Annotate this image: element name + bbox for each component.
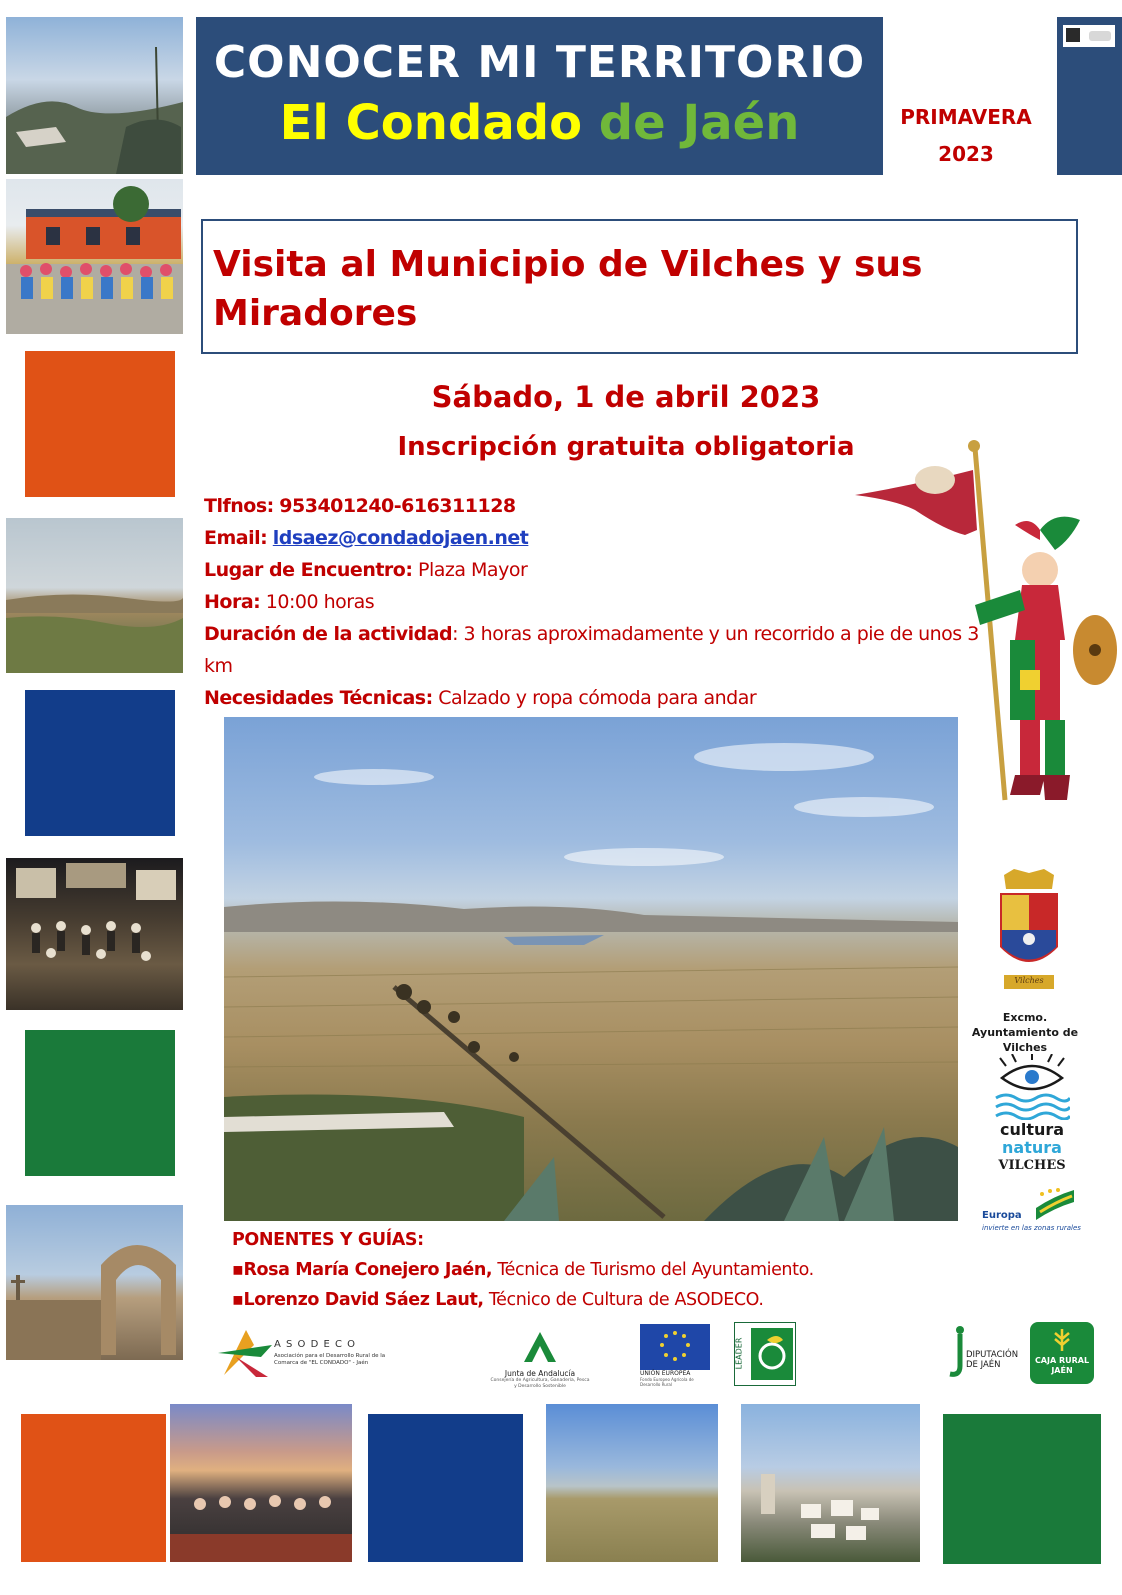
meeting-line: Lugar de Encuentro: Plaza Mayor bbox=[204, 559, 528, 581]
photo-sunset-group bbox=[170, 1404, 352, 1562]
photo-village-dusk bbox=[6, 17, 183, 174]
europa-sub-label: invierte en las zonas rurales bbox=[982, 1224, 1081, 1232]
leader-logo bbox=[734, 1322, 796, 1386]
eu-flag-logo bbox=[640, 1324, 712, 1386]
leader-leaf-icon bbox=[751, 1328, 793, 1380]
diputacion-name: DIPUTACIÓN DE JAÉN bbox=[966, 1350, 1019, 1370]
event-title: Visita al Municipio de Vilches y sus Miradores bbox=[213, 244, 923, 334]
diputacion-logo bbox=[948, 1326, 1020, 1382]
vilches-coat-of-arms-icon bbox=[992, 867, 1066, 997]
blue-square bbox=[368, 1414, 523, 1562]
photo-group-school bbox=[6, 179, 183, 334]
asodeco-star-icon bbox=[216, 1325, 276, 1380]
europa-rural-icon bbox=[1034, 1188, 1076, 1222]
subtitle-part1: El Condado bbox=[279, 95, 583, 151]
photo-night-group bbox=[6, 858, 183, 1010]
needs-line: Necesidades Técnicas: Calzado y ropa cómoda para andar bbox=[204, 687, 757, 709]
email-link[interactable]: ldsaez@condadojaen.net bbox=[272, 527, 529, 549]
event-date: Sábado, 1 de abril 2023 bbox=[431, 380, 821, 414]
eu-name: UNIÓN EUROPEA bbox=[640, 1370, 691, 1377]
phones-line: Tlfnos: 953401240-616311128 bbox=[204, 495, 516, 517]
header-banner bbox=[196, 17, 883, 175]
orange-square bbox=[21, 1414, 166, 1562]
email-line: Email: ldsaez@condadojaen.net bbox=[204, 527, 529, 549]
event-title-box bbox=[201, 219, 1078, 354]
registration-note: Inscripción gratuita obligatoria bbox=[397, 432, 855, 462]
photo-landscape-hills bbox=[6, 518, 183, 673]
speaker-item: ▪Lorenzo David Sáez Laut, Técnico de Cultura de ASODECO. bbox=[232, 1290, 764, 1310]
caja-rural-logo bbox=[1030, 1322, 1094, 1384]
caja-rural-name: CAJA RURAL JAÉN bbox=[1034, 1356, 1090, 1375]
junta-name: Junta de Andalucía bbox=[504, 1369, 576, 1378]
asodeco-sub: Asociación para el Desarrollo Rural de la Comarca de "EL CONDADO" - Jaén bbox=[274, 1353, 386, 1366]
cultura-natura-eye-icon bbox=[994, 1054, 1070, 1120]
ayuntamiento-label: Excmo. Ayuntamiento de Vilches bbox=[971, 1011, 1079, 1054]
junta-sub: Consejería de Agricultura, Ganadería, Pesca y Desarrollo Sostenible bbox=[490, 1378, 590, 1389]
asodeco-name: A S O D E C O bbox=[274, 1339, 357, 1350]
orange-square bbox=[25, 351, 175, 497]
coat-banner-text: Vilches bbox=[1014, 976, 1044, 985]
speaker-item: ▪Rosa María Conejero Jaén, Técnica de Turismo del Ayuntamiento. bbox=[232, 1260, 814, 1280]
photo-village-view bbox=[741, 1404, 920, 1562]
speakers-section bbox=[232, 1225, 932, 1315]
season-label: PRIMAVERA bbox=[900, 105, 1032, 129]
eu-flag-icon bbox=[640, 1324, 710, 1370]
season-year: 2023 bbox=[938, 142, 994, 166]
junta-arch-icon bbox=[520, 1330, 560, 1364]
europa-label: Europa bbox=[982, 1210, 1022, 1221]
cultura-label: cultura bbox=[999, 1120, 1065, 1139]
header-title: CONOCER MI TERRITORIO bbox=[213, 37, 866, 88]
photo-arch-ruins bbox=[6, 1205, 183, 1360]
main-landscape-photo bbox=[224, 717, 958, 1221]
blue-square bbox=[25, 690, 175, 836]
green-square bbox=[25, 1030, 175, 1176]
subtitle-part2: de Jaén bbox=[598, 95, 800, 151]
caja-rural-wheat-icon bbox=[1047, 1327, 1077, 1351]
diputacion-j-icon bbox=[948, 1326, 968, 1378]
vilches-label: VILCHES bbox=[998, 1158, 1066, 1173]
time-line: Hora: 10:00 horas bbox=[204, 591, 375, 613]
photo-olive-plain bbox=[546, 1404, 718, 1562]
eu-sub: Fondo Europeo Agrícola de Desarrollo Rural bbox=[640, 1377, 694, 1387]
junta-andalucia-logo bbox=[490, 1330, 590, 1390]
asodeco-logo bbox=[216, 1325, 391, 1380]
duration-line: Duración de la actividad: 3 horas aproximadamente y un recorrido a pie de unos 3 km bbox=[204, 623, 979, 677]
green-square bbox=[943, 1414, 1101, 1564]
leader-name: LEADER bbox=[734, 1337, 744, 1370]
header-subtitle bbox=[196, 95, 883, 151]
right-header-bar bbox=[1057, 17, 1122, 175]
speakers-heading: PONENTES Y GUÍAS: bbox=[232, 1230, 424, 1250]
natura-label: natura bbox=[1002, 1138, 1062, 1157]
corner-logos-icon bbox=[1063, 25, 1115, 47]
